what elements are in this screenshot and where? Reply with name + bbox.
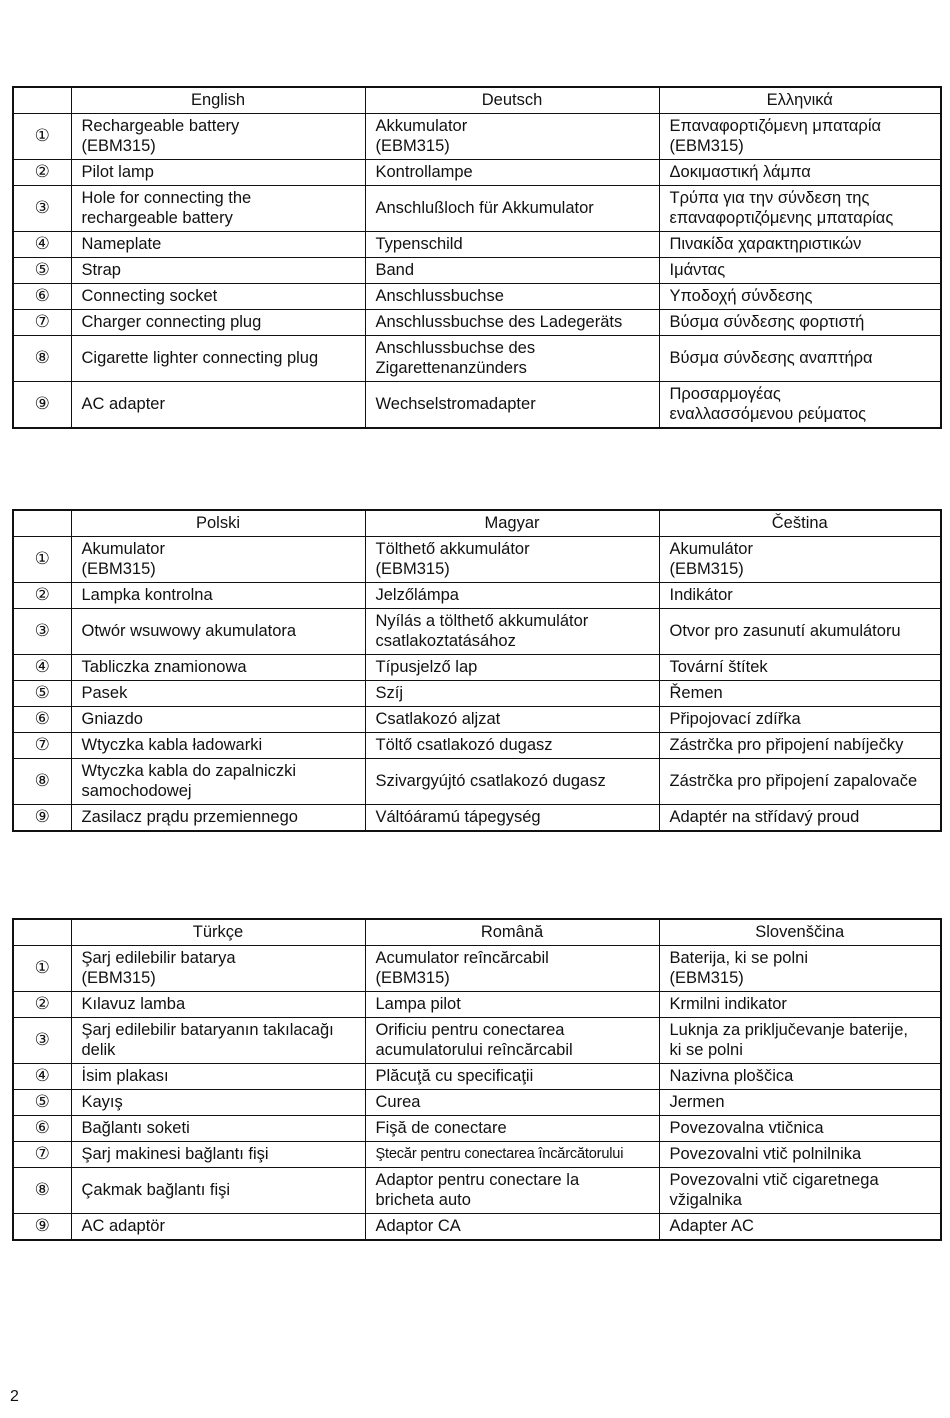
table-row xyxy=(13,1090,941,1116)
item-number: ② xyxy=(13,160,71,186)
table-cell: Lampa pilot xyxy=(365,992,659,1018)
column-header: Deutsch xyxy=(365,87,659,114)
item-number: ④ xyxy=(13,1064,71,1090)
table-cell: Akkumulator (EBM315) xyxy=(365,114,659,160)
table-cell: Akumulator (EBM315) xyxy=(71,537,365,583)
table-cell: Strap xyxy=(71,258,365,284)
table-row xyxy=(13,258,941,284)
table-cell: Anschlußloch für Akkumulator xyxy=(365,186,659,232)
item-number: ② xyxy=(13,583,71,609)
column-header: English xyxy=(71,87,365,114)
table-cell: Baterija, ki se polni (EBM315) xyxy=(659,946,941,992)
parts-table-en-de-el xyxy=(12,86,942,429)
item-number: ① xyxy=(13,946,71,992)
table-row xyxy=(13,583,941,609)
table-cell: Kayış xyxy=(71,1090,365,1116)
table-cell: Otwór wsuwowy akumulatora xyxy=(71,609,365,655)
table-row xyxy=(13,733,941,759)
table-row xyxy=(13,186,941,232)
table-row xyxy=(13,537,941,583)
table-cell: Çakmak bağlantı fişi xyxy=(71,1168,365,1214)
column-header: Polski xyxy=(71,510,365,537)
table-cell: İsim plakası xyxy=(71,1064,365,1090)
table-row xyxy=(13,992,941,1018)
item-number: ⑥ xyxy=(13,1116,71,1142)
table-cell: Gniazdo xyxy=(71,707,365,733)
table-row xyxy=(13,310,941,336)
table-row xyxy=(13,1214,941,1241)
table-cell: Acumulator reîncărcabil (EBM315) xyxy=(365,946,659,992)
page-number: 2 xyxy=(10,1388,19,1405)
table-cell: Szíj xyxy=(365,681,659,707)
table-row xyxy=(13,759,941,805)
item-number: ⑨ xyxy=(13,382,71,429)
table-cell: Indikátor xyxy=(659,583,941,609)
table-row xyxy=(13,805,941,832)
table-cell: Şarj edilebilir bataryanın takılacağı delik xyxy=(71,1018,365,1064)
item-number: ⑤ xyxy=(13,681,71,707)
table-cell: AC adapter xyxy=(71,382,365,429)
table-cell: Szivargyújtó csatlakozó dugasz xyxy=(365,759,659,805)
table-cell: Típusjelző lap xyxy=(365,655,659,681)
table-cell: Jelzőlámpa xyxy=(365,583,659,609)
table-cell: Lampka kontrolna xyxy=(71,583,365,609)
table-cell: Wechselstromadapter xyxy=(365,382,659,429)
table-row xyxy=(13,946,941,992)
table-cell: Bağlantı soketi xyxy=(71,1116,365,1142)
item-number: ③ xyxy=(13,186,71,232)
table-cell: Şarj edilebilir batarya (EBM315) xyxy=(71,946,365,992)
item-number: ④ xyxy=(13,655,71,681)
table-cell: Povezovalni vtič cigaretnega vžigalnika xyxy=(659,1168,941,1214)
table-cell: Adaptér na střídavý proud xyxy=(659,805,941,832)
number-header xyxy=(13,87,71,114)
table-row xyxy=(13,1018,941,1064)
table-cell: Zástrčka pro připojení nabíječky xyxy=(659,733,941,759)
table-cell: Nyílás a tölthető akkumulátor csatlakoztatásához xyxy=(365,609,659,655)
table-cell: Πινακίδα χαρακτηριστικών xyxy=(659,232,941,258)
item-number: ⑧ xyxy=(13,1168,71,1214)
item-number: ⑨ xyxy=(13,805,71,832)
number-header xyxy=(13,510,71,537)
table-cell: Tölthető akkumulátor (EBM315) xyxy=(365,537,659,583)
item-number: ⑨ xyxy=(13,1214,71,1241)
table-cell: Pasek xyxy=(71,681,365,707)
parts-table-tr-ro-sl xyxy=(12,918,942,1241)
item-number: ③ xyxy=(13,609,71,655)
table-cell: Řemen xyxy=(659,681,941,707)
item-number: ③ xyxy=(13,1018,71,1064)
table-row xyxy=(13,160,941,186)
item-number: ④ xyxy=(13,232,71,258)
table-cell: Nameplate xyxy=(71,232,365,258)
item-number: ⑦ xyxy=(13,733,71,759)
table-cell: Zástrčka pro připojení zapalovače xyxy=(659,759,941,805)
item-number: ⑤ xyxy=(13,1090,71,1116)
table-header-row xyxy=(13,510,941,537)
table-cell: Kontrollampe xyxy=(365,160,659,186)
table-cell: Βύσμα σύνδεσης αναπτήρα xyxy=(659,336,941,382)
table-cell: Anschlussbuchse xyxy=(365,284,659,310)
table-cell: Adapter AC xyxy=(659,1214,941,1241)
table-row xyxy=(13,655,941,681)
table-cell: Adaptor CA xyxy=(365,1214,659,1241)
item-number: ⑥ xyxy=(13,284,71,310)
table-cell: Váltóáramú tápegység xyxy=(365,805,659,832)
table-cell: Zasilacz prądu przemiennego xyxy=(71,805,365,832)
table-row xyxy=(13,232,941,258)
item-number: ① xyxy=(13,114,71,160)
item-number: ⑦ xyxy=(13,310,71,336)
table-cell: Luknja za priključevanje baterije, ki se polni xyxy=(659,1018,941,1064)
table-cell: Typenschild xyxy=(365,232,659,258)
table-cell: Töltő csatlakozó dugasz xyxy=(365,733,659,759)
table-cell: Cigarette lighter connecting plug xyxy=(71,336,365,382)
table-row xyxy=(13,1116,941,1142)
table-cell: Csatlakozó aljzat xyxy=(365,707,659,733)
table-row xyxy=(13,681,941,707)
table-cell: Connecting socket xyxy=(71,284,365,310)
table-row xyxy=(13,382,941,429)
table-row xyxy=(13,609,941,655)
table-cell: Βύσμα σύνδεσης φορτιστή xyxy=(659,310,941,336)
table-cell: Připojovací zdířka xyxy=(659,707,941,733)
table-cell: Ιμάντας xyxy=(659,258,941,284)
table-cell: Adaptor pentru conectare la bricheta auto xyxy=(365,1168,659,1214)
table-cell: Tabliczka znamionowa xyxy=(71,655,365,681)
table-cell: Τρύπα για την σύνδεση της επαναφορτιζόμενης μπαταρίας xyxy=(659,186,941,232)
table-cell: Wtyczka kabla ładowarki xyxy=(71,733,365,759)
item-number: ⑥ xyxy=(13,707,71,733)
column-header: Magyar xyxy=(365,510,659,537)
column-header: Türkçe xyxy=(71,919,365,946)
table-cell: Povezovalna vtičnica xyxy=(659,1116,941,1142)
column-header: Čeština xyxy=(659,510,941,537)
item-number: ① xyxy=(13,537,71,583)
table-row xyxy=(13,284,941,310)
table-cell: Akumulátor (EBM315) xyxy=(659,537,941,583)
table-cell: Krmilni indikator xyxy=(659,992,941,1018)
table-cell: Şarj makinesi bağlantı fişi xyxy=(71,1142,365,1168)
table-cell: Curea xyxy=(365,1090,659,1116)
table-row xyxy=(13,1168,941,1214)
table-cell: Ştecăr pentru conectarea încărcătorului xyxy=(365,1142,659,1168)
table-cell: Jermen xyxy=(659,1090,941,1116)
table-row xyxy=(13,1064,941,1090)
table-cell: Band xyxy=(365,258,659,284)
table-header-row xyxy=(13,919,941,946)
item-number: ⑦ xyxy=(13,1142,71,1168)
table-cell: Plăcuţă cu specificaţii xyxy=(365,1064,659,1090)
table-cell: Orificiu pentru conectarea acumulatorului reîncărcabil xyxy=(365,1018,659,1064)
table-row xyxy=(13,336,941,382)
table-cell: Wtyczka kabla do zapalniczki samochodowej xyxy=(71,759,365,805)
table-header-row xyxy=(13,87,941,114)
table-cell: Anschlussbuchse des Zigarettenanzünders xyxy=(365,336,659,382)
table-cell: Υποδοχή σύνδεσης xyxy=(659,284,941,310)
item-number: ⑤ xyxy=(13,258,71,284)
table-cell: Otvor pro zasunutí akumulátoru xyxy=(659,609,941,655)
column-header: Ελληνικά xyxy=(659,87,941,114)
table-cell: Pilot lamp xyxy=(71,160,365,186)
table-cell: Rechargeable battery (EBM315) xyxy=(71,114,365,160)
table-cell: Charger connecting plug xyxy=(71,310,365,336)
table-cell: Fişă de conectare xyxy=(365,1116,659,1142)
item-number: ⑧ xyxy=(13,336,71,382)
column-header: Română xyxy=(365,919,659,946)
item-number: ⑧ xyxy=(13,759,71,805)
table-cell: Kılavuz lamba xyxy=(71,992,365,1018)
parts-table-pl-hu-cs xyxy=(12,509,942,832)
table-cell: Προσαρμογέας εναλλασσόμενου ρεύματος xyxy=(659,382,941,429)
column-header: Slovenščina xyxy=(659,919,941,946)
table-cell: Tovární štítek xyxy=(659,655,941,681)
table-row xyxy=(13,707,941,733)
table-cell: Δοκιμαστική λάμπα xyxy=(659,160,941,186)
item-number: ② xyxy=(13,992,71,1018)
table-cell: Επαναφορτιζόμενη μπαταρία (EBM315) xyxy=(659,114,941,160)
table-cell: Nazivna ploščica xyxy=(659,1064,941,1090)
table-row xyxy=(13,114,941,160)
table-cell: Anschlussbuchse des Ladegeräts xyxy=(365,310,659,336)
table-cell: Hole for connecting the rechargeable battery xyxy=(71,186,365,232)
number-header xyxy=(13,919,71,946)
table-cell: Povezovalni vtič polnilnika xyxy=(659,1142,941,1168)
table-row xyxy=(13,1142,941,1168)
table-cell: AC adaptör xyxy=(71,1214,365,1241)
